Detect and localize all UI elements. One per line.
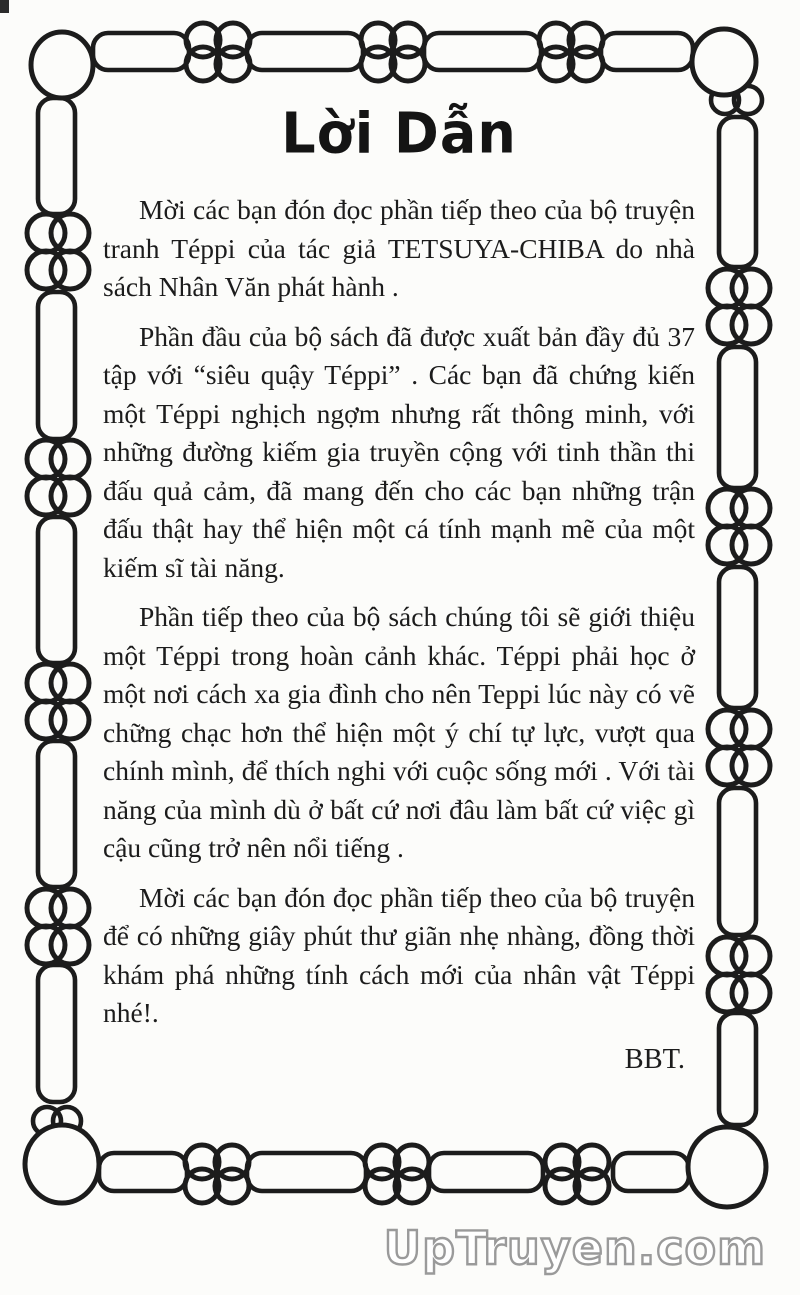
paragraph-text: Phần đầu của bộ sách đã được xuất bản đầy đủ 37 tập với	[103, 320, 695, 390]
paragraph-first-part	[103, 318, 695, 588]
paragraph-intro	[103, 191, 695, 307]
series-title-emphasis: “siêu quậy Téppi”	[193, 359, 401, 390]
paragraph-text: Phần tiếp theo của bộ sách chúng tôi sẽ giới thiệu một Téppi trong hoàn cảnh khác. Téppi phải học ở một nơi cách xa gia đình cho nên Teppi lúc này có vẽ chững chạc hơn thể hiện một ý chí tự lực, vượt qua chính mình, để thích nghi với cuộc sống mới . Với tài năng của mình dù ở bất cứ nơi đâu làm bất cứ việc gì cậu cũng trở nên nổi tiếng .	[103, 601, 695, 863]
page-title: Lời Dẫn	[281, 100, 517, 167]
page-content	[103, 96, 695, 1076]
paragraph-text: Mời các bạn đón đọc phần tiếp theo của bộ truyện để có những giây phút thư giãn nhẹ nhàng, đồng thời khám phá những tính cách mới của nhân vật Téppi nhé!.	[103, 881, 695, 1028]
paragraph-text: Mời các bạn đón đọc phần tiếp theo của bộ truyện tranh Téppi của tác giả TETSUYA-CHIBA do nhà sách Nhân Văn phát hành .	[103, 194, 695, 302]
paragraph-closing	[103, 879, 695, 1033]
paragraph-text: . Các bạn đã chứng kiến một Téppi nghịch ngợm nhưng rất thông minh, với những đường kiếm gia truyền cộng với tinh thần thi đấu quả cảm, đã mang đến cho các bạn những trận đấu thật hay thể hiện một cá tính mạnh mẽ của một kiếm sĩ tài năng.	[103, 359, 696, 583]
editorial-signature: BBT.	[624, 1043, 685, 1075]
site-watermark: UpTruyen.com	[383, 1221, 766, 1275]
paragraph-next-part	[103, 598, 695, 868]
